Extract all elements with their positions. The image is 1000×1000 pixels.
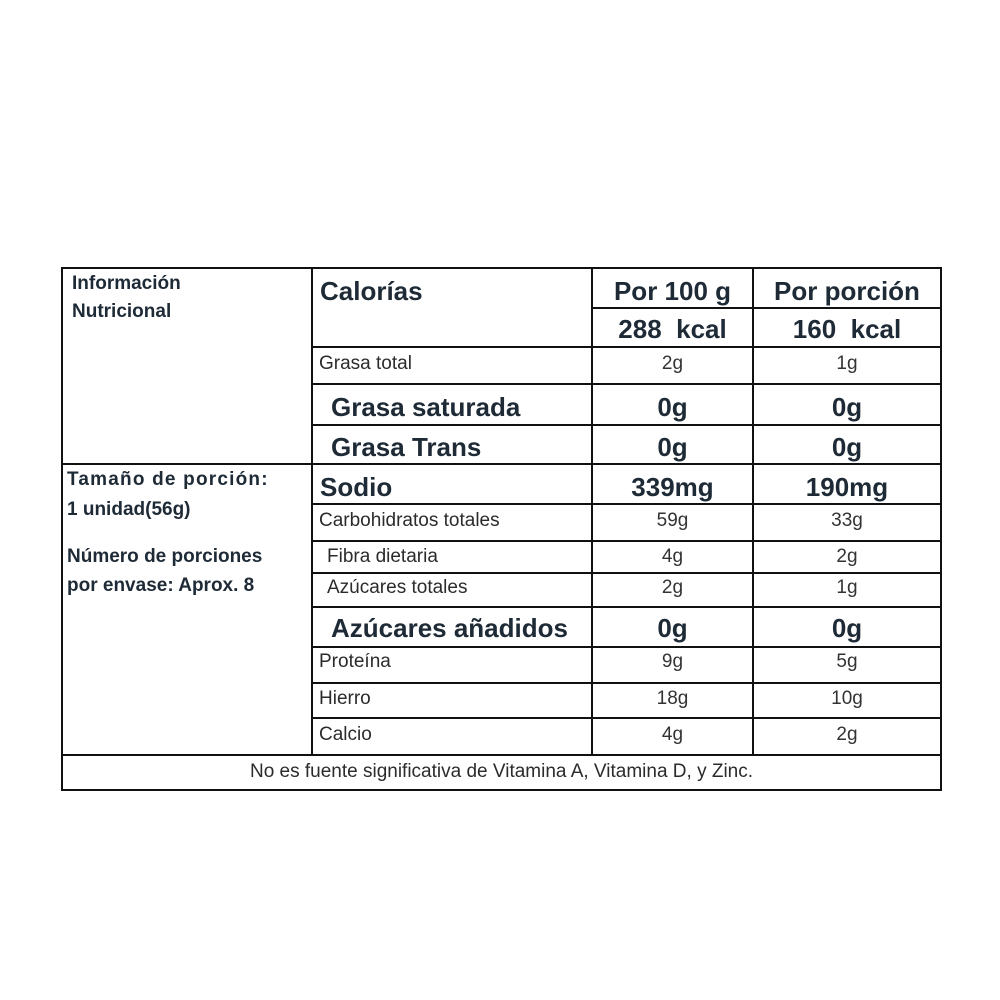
row-label-fibra: Fibra dietaria xyxy=(327,546,438,567)
footer-note: No es fuente significativa de Vitamina A, Vitamina D, y Zinc. xyxy=(249,761,754,782)
serving-size-label: Tamaño de porción: xyxy=(67,469,269,490)
border-top xyxy=(61,267,942,269)
row-per100-sodio: 339mg xyxy=(631,472,714,502)
divider-row-9 xyxy=(311,682,942,684)
row-per100-hierro: 18g xyxy=(656,688,689,709)
row-label-sodio: Sodio xyxy=(320,472,393,502)
row-portion-grasa-total: 1g xyxy=(836,353,858,374)
row-portion-grasa-trans: 0g xyxy=(831,432,863,462)
row-per100-proteina: 9g xyxy=(661,651,684,672)
nutrition-title-line1: Información xyxy=(72,273,181,294)
col-header-per100: Por 100 g xyxy=(613,276,732,306)
divider-row-7 xyxy=(311,606,942,608)
divider-footer xyxy=(61,754,942,756)
row-per100-azucares-totales: 2g xyxy=(661,577,684,598)
row-portion-hierro: 10g xyxy=(831,688,863,709)
row-portion-azucares-anadidos: 0g xyxy=(831,613,863,643)
border-bottom xyxy=(61,789,942,791)
row-per100-azucares-anadidos: 0g xyxy=(657,613,688,643)
row-label-calcio: Calcio xyxy=(319,724,372,745)
kcal-per100: 288 kcal xyxy=(618,314,727,344)
row-label-azucares-anadidos: Azúcares añadidos xyxy=(331,613,568,643)
divider-row-10 xyxy=(311,717,942,719)
servings-label: Número de porciones xyxy=(67,546,263,567)
kcal-portion: 160 kcal xyxy=(792,314,902,344)
row-per100-fibra: 4g xyxy=(661,546,684,567)
row-label-azucares-totales: Azúcares totales xyxy=(327,577,468,598)
servings-value: por envase: Aprox. 8 xyxy=(67,575,255,596)
nutrition-title-line2: Nutricional xyxy=(72,301,172,322)
row-portion-fibra: 2g xyxy=(836,546,858,567)
divider-row-3 xyxy=(61,463,942,465)
row-per100-calcio: 4g xyxy=(661,724,684,745)
row-per100-carbohidratos: 59g xyxy=(656,510,689,531)
row-portion-proteina: 5g xyxy=(836,651,858,672)
divider-row-1 xyxy=(311,383,942,385)
row-label-grasa-trans: Grasa Trans xyxy=(331,432,482,462)
row-per100-grasa-total: 2g xyxy=(661,353,684,374)
row-portion-grasa-saturada: 0g xyxy=(831,392,863,422)
row-portion-sodio: 190mg xyxy=(805,472,889,502)
nutrition-facts-table xyxy=(61,267,942,791)
row-label-grasa-saturada: Grasa saturada xyxy=(331,392,521,422)
divider-row-5 xyxy=(311,540,942,542)
row-portion-azucares-totales: 1g xyxy=(836,577,858,598)
divider-row-2 xyxy=(311,424,942,426)
row-label-grasa-total: Grasa total xyxy=(319,353,412,374)
calories-label: Calorías xyxy=(320,276,423,306)
row-per100-grasa-trans: 0g xyxy=(657,432,688,462)
row-label-carbohidratos: Carbohidratos totales xyxy=(319,510,500,531)
col-header-portion: Por porción xyxy=(774,276,920,306)
divider-row-6 xyxy=(311,572,942,574)
divider-kcal xyxy=(591,307,942,309)
border-left xyxy=(61,267,63,791)
serving-size-value: 1 unidad(56g) xyxy=(67,499,191,520)
divider-row-0 xyxy=(311,346,942,348)
row-per100-grasa-saturada: 0g xyxy=(657,392,688,422)
row-portion-carbohidratos: 33g xyxy=(831,510,863,531)
row-portion-calcio: 2g xyxy=(836,724,858,745)
row-label-hierro: Hierro xyxy=(319,688,371,709)
divider-row-4 xyxy=(311,503,942,505)
row-label-proteina: Proteína xyxy=(319,651,391,672)
divider-row-8 xyxy=(311,646,942,648)
